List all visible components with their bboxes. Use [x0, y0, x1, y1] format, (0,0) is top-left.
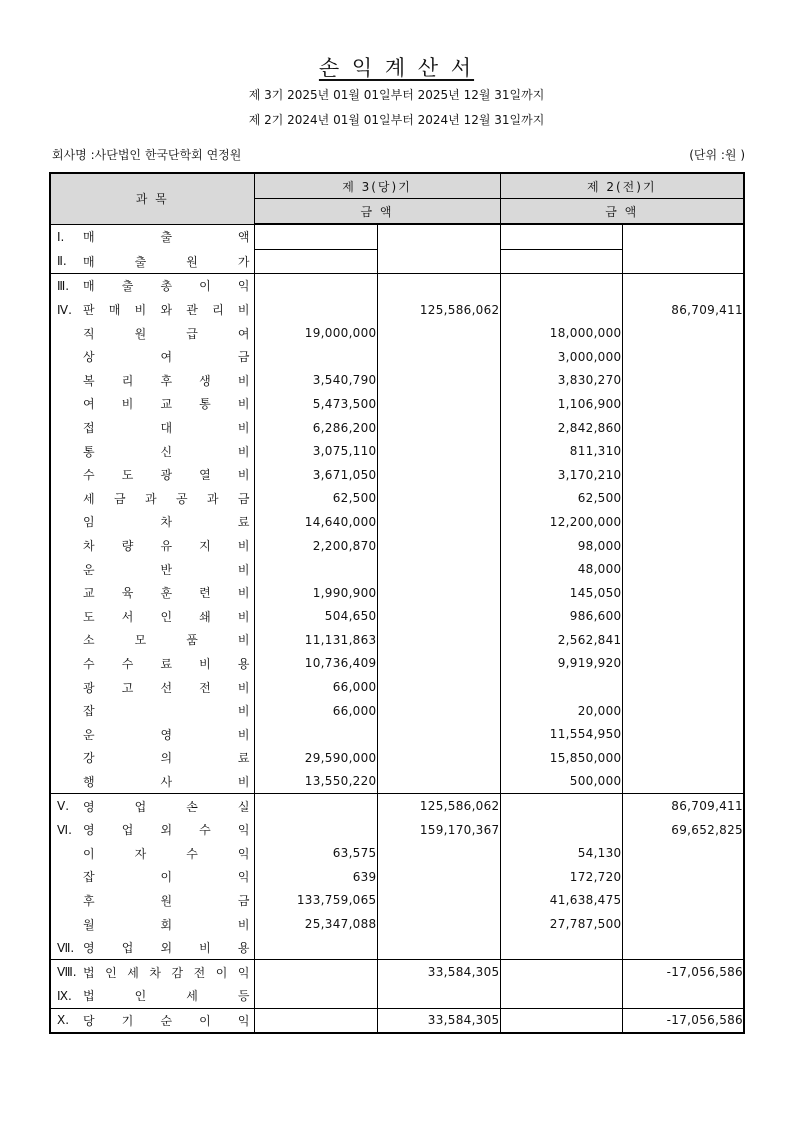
- roman-numeral: Ⅲ.: [57, 278, 70, 293]
- account-name: 매 출 총 이 익: [83, 279, 250, 294]
- amount-c1: 639: [254, 865, 377, 889]
- prior-period-header: 제 2(전)기: [500, 173, 744, 199]
- account-label: [57, 655, 250, 672]
- amount-c2: [377, 889, 500, 913]
- account-name: 교 육 훈 련 비: [83, 586, 250, 601]
- account-name: 영 업 외 수 익: [83, 823, 250, 838]
- account-header: 과 목: [50, 173, 254, 224]
- amount-c3: 27,787,500: [500, 912, 622, 936]
- table-row: [50, 699, 744, 723]
- amount-c2: [377, 510, 500, 534]
- amount-c4: [622, 534, 744, 558]
- amount-c3: 62,500: [500, 487, 622, 511]
- amount-c2: [377, 770, 500, 794]
- amount-c2: [377, 722, 500, 746]
- table-row: [50, 392, 744, 416]
- amount-c4: [622, 675, 744, 699]
- amount-c4: [622, 224, 744, 249]
- roman-numeral: Ⅴ.: [57, 799, 70, 814]
- table-row: [50, 960, 744, 984]
- table-row: [50, 345, 744, 369]
- account-label: [57, 726, 250, 743]
- account-name: 매 출 원 가: [83, 254, 250, 269]
- amount-c2: [377, 557, 500, 581]
- amount-c1: 11,131,863: [254, 628, 377, 652]
- amount-c3: [500, 675, 622, 699]
- account-name: 판 매 비 와 관 리 비: [83, 303, 250, 318]
- amount-c1: [254, 274, 377, 298]
- table-row: [50, 936, 744, 960]
- table-row: [50, 770, 744, 794]
- amount-c4: [622, 912, 744, 936]
- amount-c3: 11,554,950: [500, 722, 622, 746]
- account-label: [57, 916, 250, 933]
- amount-c3: 48,000: [500, 557, 622, 581]
- table-row: [50, 534, 744, 558]
- account-label: [57, 325, 250, 342]
- account-name: 세 금 과 공 과 금: [83, 491, 250, 506]
- amount-c3: 3,830,270: [500, 369, 622, 393]
- table-row: [50, 463, 744, 487]
- amount-c1: 19,000,000: [254, 321, 377, 345]
- roman-numeral: Ⅳ.: [57, 302, 72, 317]
- amount-c3: 145,050: [500, 581, 622, 605]
- account-name: 잡 이 익: [83, 870, 250, 885]
- amount-c4: [622, 865, 744, 889]
- amount-c4: [622, 321, 744, 345]
- amount-c2: [377, 652, 500, 676]
- amount-c3: [500, 224, 622, 249]
- account-label: [57, 395, 250, 412]
- amount-c2: [377, 628, 500, 652]
- table-row: [50, 889, 744, 913]
- amount-c2: [377, 345, 500, 369]
- amount-c1: [254, 794, 377, 818]
- current-period-header: 제 3(당)기: [254, 173, 500, 199]
- amount-c3: [500, 274, 622, 298]
- amount-c1: [254, 960, 377, 984]
- amount-c3: [500, 249, 622, 274]
- amount-c1: [254, 818, 377, 842]
- amount-c1: [254, 224, 377, 249]
- account-name: 직 원 급 여: [83, 326, 250, 341]
- amount-c3: 3,000,000: [500, 345, 622, 369]
- amount-c3: 1,106,900: [500, 392, 622, 416]
- roman-numeral: Ⅱ.: [57, 254, 67, 269]
- amount-c3: 500,000: [500, 770, 622, 794]
- account-name: 통 신 비: [83, 444, 250, 459]
- amount-c2: [377, 369, 500, 393]
- account-name: 임 차 료: [83, 515, 250, 530]
- amount-c2: [377, 224, 500, 249]
- amount-c1: [254, 722, 377, 746]
- amount-c1: 5,473,500: [254, 392, 377, 416]
- amount-c4: [622, 936, 744, 960]
- amount-c4: [622, 699, 744, 723]
- amount-c4: [622, 557, 744, 581]
- amount-c1: 504,650: [254, 605, 377, 629]
- table-row: [50, 487, 744, 511]
- account-name: 법 인 세 등: [83, 989, 250, 1004]
- current-amount-header: 금 액: [254, 199, 500, 225]
- table-body: [50, 224, 744, 1033]
- title-text: 손 익 계 산 서: [318, 56, 475, 80]
- amount-c2: 33,584,305: [377, 960, 500, 984]
- amount-c3: [500, 794, 622, 818]
- amount-c1: 66,000: [254, 699, 377, 723]
- amount-c4: 86,709,411: [622, 794, 744, 818]
- account-label: [57, 892, 250, 909]
- amount-c1: 10,736,409: [254, 652, 377, 676]
- table-row: [50, 818, 744, 842]
- amount-c3: 18,000,000: [500, 321, 622, 345]
- amount-c4: [622, 889, 744, 913]
- amount-c1: 133,759,065: [254, 889, 377, 913]
- amount-c1: [254, 298, 377, 322]
- amount-c1: 29,590,000: [254, 746, 377, 770]
- amount-c3: [500, 818, 622, 842]
- table-row: [50, 865, 744, 889]
- account-name: 당 기 순 이 익: [83, 1013, 250, 1028]
- amount-c1: [254, 557, 377, 581]
- amount-c3: [500, 984, 622, 1008]
- amount-c4: [622, 581, 744, 605]
- account-name: 광 고 선 전 비: [83, 680, 250, 695]
- amount-c4: [622, 463, 744, 487]
- account-label: [57, 372, 250, 389]
- amount-c4: [622, 274, 744, 298]
- amount-c3: 98,000: [500, 534, 622, 558]
- amount-c4: [622, 605, 744, 629]
- account-label: [57, 348, 250, 365]
- account-name: 매 출 액: [83, 230, 250, 245]
- amount-c4: -17,056,586: [622, 1008, 744, 1033]
- amount-c2: [377, 581, 500, 605]
- amount-c1: 62,500: [254, 487, 377, 511]
- amount-c1: [254, 249, 377, 274]
- amount-c2: [377, 841, 500, 865]
- amount-c4: [622, 841, 744, 865]
- account-label: [57, 773, 250, 790]
- account-name: 차 량 유 지 비: [83, 539, 250, 554]
- table-row: [50, 722, 744, 746]
- amount-c2: [377, 416, 500, 440]
- account-name: 행 사 비: [83, 774, 250, 789]
- account-label: [57, 466, 250, 483]
- account-label: [57, 443, 250, 460]
- amount-c2: 125,586,062: [377, 298, 500, 322]
- amount-c2: [377, 439, 500, 463]
- amount-c1: [254, 1008, 377, 1033]
- amount-c3: [500, 960, 622, 984]
- roman-numeral: Ⅷ.: [57, 965, 77, 980]
- amount-c1: 1,990,900: [254, 581, 377, 605]
- table-row: [50, 984, 744, 1008]
- amount-c2: [377, 865, 500, 889]
- amount-c1: 63,575: [254, 841, 377, 865]
- account-label: [57, 228, 250, 245]
- table-row: [50, 628, 744, 652]
- current-period: 제 3기 2025년 01월 01일부터 2025년 12월 31일까지: [248, 88, 545, 102]
- amount-c4: [622, 770, 744, 794]
- amount-c1: 3,540,790: [254, 369, 377, 393]
- table-row: [50, 510, 744, 534]
- table-row: [50, 605, 744, 629]
- account-label: [57, 987, 250, 1004]
- account-name: 이 자 수 익: [83, 846, 250, 861]
- table-row: [50, 652, 744, 676]
- amount-c3: 3,170,210: [500, 463, 622, 487]
- amount-c3: 2,562,841: [500, 628, 622, 652]
- account-label: [57, 584, 250, 601]
- account-name: 영 업 손 실: [83, 799, 250, 814]
- amount-c2: [377, 675, 500, 699]
- account-name: 접 대 비: [83, 421, 250, 436]
- roman-numeral: Ⅵ.: [57, 822, 72, 837]
- amount-c2: [377, 605, 500, 629]
- amount-c2: [377, 534, 500, 558]
- account-name: 후 원 금: [83, 893, 250, 908]
- table-row: [50, 416, 744, 440]
- amount-c3: 9,919,920: [500, 652, 622, 676]
- amount-c4: [622, 392, 744, 416]
- account-label: [57, 679, 250, 696]
- table-row: [50, 557, 744, 581]
- amount-c4: [622, 984, 744, 1008]
- amount-c3: [500, 936, 622, 960]
- amount-c2: [377, 746, 500, 770]
- amount-c1: 25,347,088: [254, 912, 377, 936]
- account-label: [57, 964, 250, 981]
- account-label: [57, 939, 250, 956]
- amount-c2: [377, 699, 500, 723]
- roman-numeral: Ⅶ.: [57, 940, 75, 955]
- amount-c2: [377, 321, 500, 345]
- amount-c4: 86,709,411: [622, 298, 744, 322]
- amount-c3: 54,130: [500, 841, 622, 865]
- account-name: 영 업 외 비 용: [83, 941, 250, 956]
- account-label: [57, 868, 250, 885]
- table-row: [50, 224, 744, 249]
- account-label: [57, 253, 250, 270]
- amount-c2: 159,170,367: [377, 818, 500, 842]
- account-label: [57, 702, 250, 719]
- amount-c4: [622, 249, 744, 274]
- account-name: 법 인 세 차 감 전 이 익: [83, 965, 250, 980]
- amount-c3: 811,310: [500, 439, 622, 463]
- account-label: [57, 631, 250, 648]
- amount-c1: 14,640,000: [254, 510, 377, 534]
- amount-c2: [377, 392, 500, 416]
- amount-c4: -17,056,586: [622, 960, 744, 984]
- amount-c1: 13,550,220: [254, 770, 377, 794]
- amount-c4: [622, 416, 744, 440]
- prior-period: 제 2기 2024년 01월 01일부터 2024년 12월 31일까지: [248, 113, 545, 127]
- amount-c1: [254, 345, 377, 369]
- amount-c2: [377, 487, 500, 511]
- amount-c1: 3,075,110: [254, 439, 377, 463]
- table-row: [50, 1008, 744, 1033]
- table-row: [50, 249, 744, 274]
- amount-c2: [377, 984, 500, 1008]
- account-name: 복 리 후 생 비: [83, 373, 250, 388]
- account-label: [57, 277, 250, 294]
- amount-c2: [377, 463, 500, 487]
- table-row: [50, 912, 744, 936]
- account-label: [57, 513, 250, 530]
- account-label: [57, 490, 250, 507]
- account-name: 월 회 비: [83, 917, 250, 932]
- amount-c4: [622, 369, 744, 393]
- table-row: [50, 794, 744, 818]
- amount-c2: [377, 912, 500, 936]
- table-row: [50, 298, 744, 322]
- amount-c3: 12,200,000: [500, 510, 622, 534]
- amount-c4: [622, 345, 744, 369]
- amount-c4: 69,652,825: [622, 818, 744, 842]
- account-name: 잡 비: [83, 704, 250, 719]
- table-row: [50, 321, 744, 345]
- account-label: [57, 561, 250, 578]
- unit-label: (단위 :원 ): [689, 148, 745, 162]
- account-name: 수 도 광 열 비: [83, 468, 250, 483]
- amount-c3: 15,850,000: [500, 746, 622, 770]
- account-label: [57, 301, 250, 318]
- account-label: [57, 1012, 250, 1029]
- account-label: [57, 608, 250, 625]
- account-name: 강 의 료: [83, 751, 250, 766]
- account-label: [57, 419, 250, 436]
- amount-c3: 2,842,860: [500, 416, 622, 440]
- company-name: 회사명 :사단법인 한국단학회 연정원: [52, 148, 242, 162]
- amount-c4: [622, 746, 744, 770]
- amount-c2: 125,586,062: [377, 794, 500, 818]
- account-label: [57, 537, 250, 554]
- table-row: [50, 439, 744, 463]
- amount-c4: [622, 628, 744, 652]
- table-row: [50, 746, 744, 770]
- amount-c1: 66,000: [254, 675, 377, 699]
- amount-c2: [377, 274, 500, 298]
- table-row: [50, 675, 744, 699]
- amount-c4: [622, 722, 744, 746]
- amount-c3: 986,600: [500, 605, 622, 629]
- table-row: [50, 841, 744, 865]
- amount-c3: 20,000: [500, 699, 622, 723]
- amount-c1: [254, 936, 377, 960]
- account-name: 운 영 비: [83, 727, 250, 742]
- table-row: [50, 369, 744, 393]
- account-name: 수 수 료 비 용: [83, 656, 250, 671]
- amount-c4: [622, 487, 744, 511]
- document-title: [0, 52, 793, 82]
- amount-c1: 2,200,870: [254, 534, 377, 558]
- account-name: 여 비 교 통 비: [83, 397, 250, 412]
- account-label: [57, 749, 250, 766]
- account-name: 도 서 인 쇄 비: [83, 609, 250, 624]
- amount-c1: 3,671,050: [254, 463, 377, 487]
- amount-c3: [500, 298, 622, 322]
- amount-c2: 33,584,305: [377, 1008, 500, 1033]
- account-name: 상 여 금: [83, 350, 250, 365]
- table-row: [50, 274, 744, 298]
- amount-c1: [254, 984, 377, 1008]
- amount-c4: [622, 510, 744, 534]
- account-name: 운 반 비: [83, 562, 250, 577]
- amount-c4: [622, 652, 744, 676]
- account-label: [57, 798, 250, 815]
- roman-numeral: Ⅸ.: [57, 988, 72, 1003]
- roman-numeral: Ⅹ.: [57, 1013, 70, 1028]
- income-statement-table: [49, 172, 745, 1034]
- amount-c2: [377, 936, 500, 960]
- amount-c4: [622, 439, 744, 463]
- account-label: [57, 821, 250, 838]
- amount-c3: [500, 1008, 622, 1033]
- account-label: [57, 845, 250, 862]
- amount-c3: 172,720: [500, 865, 622, 889]
- roman-numeral: Ⅰ.: [57, 229, 65, 244]
- amount-c1: 6,286,200: [254, 416, 377, 440]
- table-row: [50, 581, 744, 605]
- account-name: 소 모 품 비: [83, 633, 250, 648]
- amount-c3: 41,638,475: [500, 889, 622, 913]
- prior-amount-header: 금 액: [500, 199, 744, 225]
- amount-c2: [377, 249, 500, 274]
